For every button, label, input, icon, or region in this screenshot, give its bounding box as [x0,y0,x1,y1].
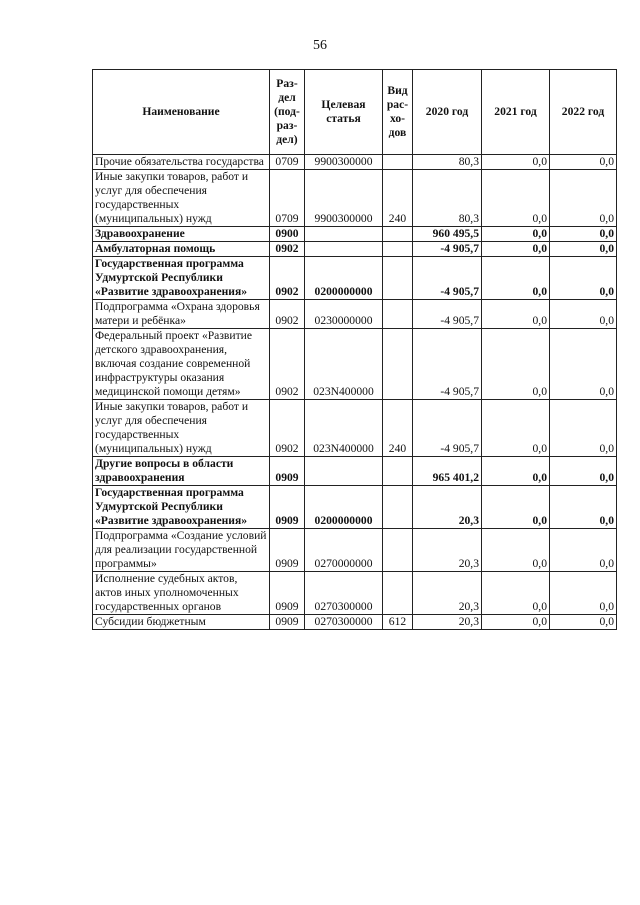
table-row [93,300,617,329]
column-header-name: Наименование [93,70,270,155]
column-header-2020: 2020 год [413,70,482,155]
cell-target-article [305,242,383,257]
cell-section: 0902 [270,257,305,300]
cell-2021: 0,0 [482,227,550,242]
table-row [93,170,617,227]
cell-expense-type [383,329,413,400]
column-header-target: Целевая статья [305,70,383,155]
cell-2021: 0,0 [482,300,550,329]
cell-2020: -4 905,7 [413,300,482,329]
cell-section: 0709 [270,155,305,170]
table-row [93,400,617,457]
cell-2022: 0,0 [550,615,617,630]
cell-target-article: 0270300000 [305,615,383,630]
cell-name: Федеральный проект «Развитие детского здравоохранения, включая создание современной инфраструктуры оказания медицинской помощи детям» [93,329,270,400]
cell-expense-type [383,242,413,257]
table-header-row [93,70,617,155]
cell-2021: 0,0 [482,329,550,400]
cell-2022: 0,0 [550,300,617,329]
cell-section: 0909 [270,572,305,615]
cell-2021: 0,0 [482,170,550,227]
column-header-2022: 2022 год [550,70,617,155]
cell-2021: 0,0 [482,615,550,630]
cell-name: Исполнение судебных актов, актов иных уполномоченных государственных органов [93,572,270,615]
column-header-expense-type: Вид рас- хо- дов [383,70,413,155]
cell-2022: 0,0 [550,572,617,615]
cell-2020: 80,3 [413,170,482,227]
table-row [93,486,617,529]
cell-2021: 0,0 [482,400,550,457]
cell-2021: 0,0 [482,529,550,572]
cell-name: Здравоохранение [93,227,270,242]
cell-target-article: 0270000000 [305,529,383,572]
cell-target-article [305,227,383,242]
table-row [93,257,617,300]
cell-2020: 960 495,5 [413,227,482,242]
column-header-2021: 2021 год [482,70,550,155]
cell-name: Иные закупки товаров, работ и услуг для обеспечения государственных (муниципальных) нужд [93,170,270,227]
cell-2020: 20,3 [413,572,482,615]
page-number: 56 [313,38,327,53]
table-row [93,572,617,615]
cell-section: 0909 [270,615,305,630]
cell-2022: 0,0 [550,227,617,242]
cell-name: Другие вопросы в области здравоохранения [93,457,270,486]
cell-section: 0909 [270,529,305,572]
cell-2022: 0,0 [550,457,617,486]
cell-section: 0909 [270,486,305,529]
cell-section: 0709 [270,170,305,227]
table-row [93,457,617,486]
table-row [93,155,617,170]
table-row [93,227,617,242]
cell-2022: 0,0 [550,155,617,170]
cell-2020: 20,3 [413,529,482,572]
cell-expense-type [383,529,413,572]
table-row [93,615,617,630]
column-header-section: Раз- дел (под- раз- дел) [270,70,305,155]
cell-2020: -4 905,7 [413,329,482,400]
cell-name: Государственная программа Удмуртской Республики «Развитие здравоохранения» [93,486,270,529]
cell-2022: 0,0 [550,486,617,529]
cell-2022: 0,0 [550,170,617,227]
cell-target-article: 023N400000 [305,400,383,457]
cell-section: 0909 [270,457,305,486]
table-row [93,529,617,572]
cell-2021: 0,0 [482,242,550,257]
cell-expense-type [383,257,413,300]
cell-2020: -4 905,7 [413,257,482,300]
cell-name: Подпрограмма «Охрана здоровья матери и ребёнка» [93,300,270,329]
cell-2022: 0,0 [550,329,617,400]
cell-section: 0902 [270,329,305,400]
cell-2022: 0,0 [550,400,617,457]
cell-expense-type [383,155,413,170]
cell-2021: 0,0 [482,155,550,170]
cell-2021: 0,0 [482,257,550,300]
cell-2022: 0,0 [550,257,617,300]
cell-2020: 20,3 [413,615,482,630]
cell-section: 0902 [270,400,305,457]
cell-target-article: 0230000000 [305,300,383,329]
cell-target-article: 023N400000 [305,329,383,400]
cell-expense-type [383,300,413,329]
cell-expense-type: 240 [383,170,413,227]
cell-expense-type: 612 [383,615,413,630]
cell-2022: 0,0 [550,529,617,572]
cell-2020: 20,3 [413,486,482,529]
budget-table [92,69,617,630]
cell-target-article [305,457,383,486]
cell-2020: -4 905,7 [413,400,482,457]
cell-2022: 0,0 [550,242,617,257]
cell-expense-type [383,486,413,529]
cell-2020: 965 401,2 [413,457,482,486]
cell-name: Субсидии бюджетным [93,615,270,630]
cell-name: Амбулаторная помощь [93,242,270,257]
cell-2021: 0,0 [482,572,550,615]
cell-target-article: 9900300000 [305,170,383,227]
table-body [93,155,617,630]
cell-name: Подпрограмма «Создание условий для реализации государственной программы» [93,529,270,572]
cell-section: 0900 [270,227,305,242]
cell-expense-type: 240 [383,400,413,457]
cell-section: 0902 [270,242,305,257]
cell-target-article: 0270300000 [305,572,383,615]
cell-expense-type [383,572,413,615]
table-row [93,329,617,400]
cell-2021: 0,0 [482,457,550,486]
cell-section: 0902 [270,300,305,329]
cell-2020: 80,3 [413,155,482,170]
cell-2021: 0,0 [482,486,550,529]
cell-expense-type [383,227,413,242]
cell-2020: -4 905,7 [413,242,482,257]
cell-name: Прочие обязательства государства [93,155,270,170]
cell-name: Государственная программа Удмуртской Республики «Развитие здравоохранения» [93,257,270,300]
cell-target-article: 0200000000 [305,257,383,300]
cell-target-article: 0200000000 [305,486,383,529]
table-row [93,242,617,257]
cell-expense-type [383,457,413,486]
cell-name: Иные закупки товаров, работ и услуг для обеспечения государственных (муниципальных) нужд [93,400,270,457]
cell-target-article: 9900300000 [305,155,383,170]
